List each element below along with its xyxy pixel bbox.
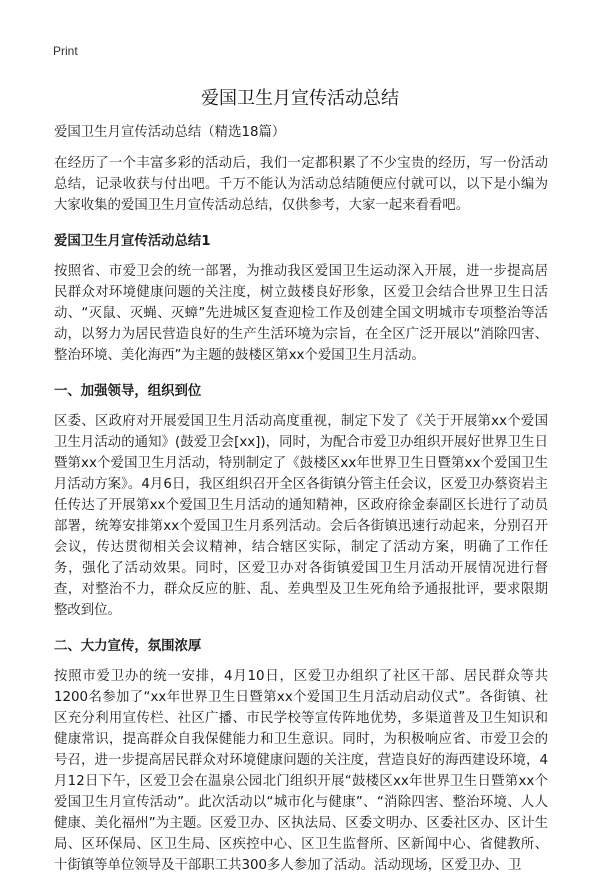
document-title: 爱国卫生月宣传活动总结 [201, 88, 399, 109]
section-body-publicity: 按照市爱卫办的统一安排，4月10日，区爱卫办组织了社区干部、居民群众等共1200名参加了“xx年世界卫生日暨第xx个爱国卫生月活动启动仪式”。各街镇、社区充分利用宣传栏、社区广播、市民学校等宣传阵地优势，多渠道普及卫生知识和健康常识，提高群众自我保健能力和卫生意识。同时，为积极响应省、市爱卫会的号召，进一步提高居民群众对环境健康问题的关注度，营造良好的海西建设环境，4月12日下午，区爱卫会在温泉公园北门组织开展“鼓楼区xx年世界卫生日暨第xx个爱国卫生月宣传活动”。此次活动以“城市化与健康”、“消除四害、整治环境、人人健康、美化福州”为主题。区爱卫办、区执法局、区委文明办、区委社区办、区计生局、区环保局、区卫生局、区疾控中心、区卫生监督所、区新闻中心、省健教所、十街镇等单位领导及干部职工共300多人参加了活动。活动现场，区爱卫办、卫 [54, 669, 548, 873]
section-body-summary-1: 按照省、市爱卫会的统一部署，为推动我区爱国卫生运动深入开展，进一步提高居民群众对环境健康问题的关注度，树立鼓楼良好形象，区爱卫会结合世界卫生日活动、“灭鼠、灭蝇、灭蟑”先进城区复查迎检工作及创建全国文明城市专项整治等活动，以努力为居民营造良好的生产生活环境为宗旨，在全区广泛开展以“消除四害、整治环境、美化海西”为主题的鼓楼区第xx个爱国卫生月活动。 [54, 264, 548, 363]
print-label[interactable]: Print [53, 44, 78, 58]
document-subtitle: 爱国卫生月宣传活动总结（精选18篇） [54, 125, 286, 140]
intro-paragraph: 在经历了一个丰富多彩的活动后，我们一定都积累了不少宝贵的经历，写一份活动总结，记录收获与付出吧。千万不能认为活动总结随便应付就可以，以下是小编为大家收集的爱国卫生月宣传活动总结，仅供参考，大家一起来看看吧。 [54, 156, 548, 213]
section-heading-publicity: 二、大力宣传，氛围浓厚 [54, 639, 202, 654]
section-body-leadership: 区委、区政府对开展爱国卫生月活动高度重视，制定下发了《关于开展第xx个爱国卫生月活动的通知》(鼓爱卫会[xx])，同时，为配合市爱卫办组织开展好世界卫生日暨第xx个爱国卫生月活动，特别制定了《鼓楼区xx年世界卫生日暨第xx个爱国卫生月活动方案》。4月6日，我区组织召开全区各街镇分管主任会议，区爱卫办蔡资岩主任传达了开展第xx个爱国卫生月活动的通知精神，区政府徐金泰副区长进行了动员部署，统筹安排第xx个爱国卫生月系列活动。会后各街镇迅速行动起来，分别召开会议，传达贯彻相关会议精神，结合辖区实际，制定了活动方案，明确了工作任务，强化了活动效果。同时，区爱卫办对各街镇爱国卫生月活动开展情况进行督查，对整治不力，群众反应的脏、乱、差典型及卫生死角给予通报批评，要求限期整改到位。 [54, 414, 548, 618]
section-heading-summary-1: 爱国卫生月宣传活动总结1 [54, 234, 211, 249]
section-heading-leadership: 一、加强领导，组织到位 [54, 384, 202, 399]
document-body [54, 122, 548, 891]
